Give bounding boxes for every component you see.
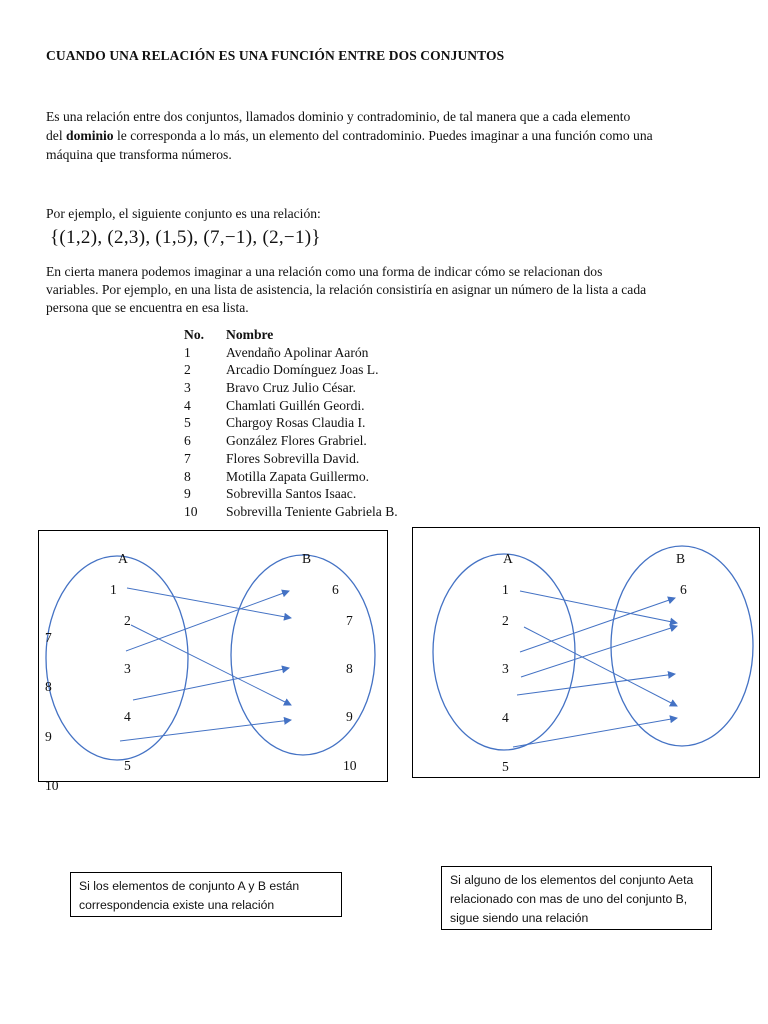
a-element: 5	[124, 758, 131, 773]
b-element: 6	[680, 582, 687, 597]
intro-paragraph	[46, 107, 736, 164]
b-element: 8	[346, 661, 353, 676]
intro-line-2-end: le corresponda a lo más, un elemento del contradominio. Puedes imaginar a una función como una	[113, 128, 653, 143]
set-a-label: A	[118, 551, 128, 566]
row-name: Chargoy Rosas Claudia I.	[226, 415, 366, 431]
row-name: Sobrevilla Santos Isaac.	[226, 486, 357, 502]
explanation-line-2: variables. Por ejemplo, en una lista de asistencia, la relación consistiría en asignar un número de la lista a cada	[46, 282, 647, 297]
row-number: 3	[184, 380, 191, 396]
row-number: 10	[184, 503, 198, 519]
explanation-paragraph	[46, 263, 736, 317]
row-number: 6	[184, 433, 191, 449]
row-name: Bravo Cruz Julio César.	[226, 380, 356, 396]
a-element: 2	[124, 613, 131, 628]
row-number: 1	[184, 344, 191, 360]
mapping-arrow	[517, 674, 675, 695]
row-name: Arcadio Domínguez Joas L.	[226, 362, 379, 378]
mapping-arrow	[120, 720, 291, 741]
mapping-arrow	[520, 598, 675, 652]
attendance-list	[184, 326, 398, 521]
mapping-arrow	[131, 625, 291, 705]
note-left-line-2: correspondencia existe una relación	[79, 898, 275, 912]
a-element: 3	[502, 661, 509, 676]
row-name: Chamlati Guillén Geordi.	[226, 397, 365, 413]
a-element: 1	[110, 582, 117, 597]
diagram-1-drawing	[39, 531, 387, 781]
note-right-line-1: Si alguno de los elementos del conjunto Aeta	[450, 873, 694, 887]
row-number: 5	[184, 415, 191, 431]
set-b-label: B	[302, 551, 312, 566]
row-number: 8	[184, 468, 191, 484]
a-element: 5	[502, 759, 509, 774]
intro-line-2-start: del	[46, 128, 67, 143]
b-element: 6	[332, 582, 339, 597]
set-a-ellipse	[46, 556, 188, 760]
row-name: Motilla Zapata Guillermo.	[226, 468, 370, 484]
stray-number: 10	[45, 778, 59, 793]
row-name: Sobrevilla Teniente Gabriela B.	[226, 503, 398, 519]
note-right	[441, 866, 712, 930]
note-right-line-2: relacionado con mas de uno del conjunto B,	[450, 892, 688, 906]
a-element: 4	[502, 710, 509, 725]
attendance-header	[184, 326, 398, 344]
note-left-line-1: Si los elementos de conjunto A y B están	[79, 879, 300, 893]
list-item	[184, 485, 398, 503]
list-item	[184, 361, 398, 379]
relation-diagram-1	[38, 530, 388, 782]
page-title: CUANDO UNA RELACIÓN ES UNA FUNCIÓN ENTRE DOS CONJUNTOS	[46, 48, 505, 63]
stray-number: 8	[45, 679, 52, 694]
b-element: 9	[346, 709, 353, 724]
mapping-arrow	[524, 627, 677, 706]
row-number: 2	[184, 362, 191, 378]
row-number: 7	[184, 450, 191, 466]
list-item	[184, 450, 398, 468]
a-element: 3	[124, 661, 131, 676]
b-element: 10	[343, 758, 357, 773]
mapping-arrow	[126, 591, 289, 651]
explanation-line-3: persona que se encuentra en esa lista.	[46, 300, 249, 315]
row-name: Flores Sobrevilla David.	[226, 450, 360, 466]
set-a-label: A	[503, 551, 513, 566]
intro-line-1: Es una relación entre dos conjuntos, llamados dominio y contradominio, de tal manera que a cada elemento	[46, 109, 631, 124]
list-item	[184, 344, 398, 362]
mapping-arrow	[521, 626, 677, 677]
list-item	[184, 468, 398, 486]
dominio-bold: dominio	[66, 128, 114, 143]
explanation-line-1: En cierta manera podemos imaginar a una relación como una forma de indicar cómo se relacionan dos	[46, 264, 603, 279]
set-b-ellipse	[611, 546, 753, 746]
stray-number: 9	[45, 729, 52, 744]
list-item	[184, 397, 398, 415]
b-element: 7	[346, 613, 353, 628]
mapping-arrow	[133, 668, 289, 700]
set-b-label: B	[676, 551, 686, 566]
mapping-arrow	[513, 718, 677, 747]
row-number: 4	[184, 397, 191, 413]
intro-line-3: máquina que transforma números.	[46, 147, 232, 162]
list-item	[184, 503, 398, 521]
relation-diagram-2	[412, 527, 760, 778]
list-item	[184, 414, 398, 432]
mapping-arrow	[520, 591, 677, 623]
stray-number: 7	[45, 630, 52, 645]
note-right-line-3: sigue siendo una relación	[450, 911, 589, 925]
note-left	[70, 872, 342, 917]
row-number: 9	[184, 486, 191, 502]
mapping-arrow	[127, 588, 291, 618]
a-element: 4	[124, 709, 131, 724]
header-no: No.	[184, 327, 205, 342]
diagram-2-drawing	[413, 528, 759, 777]
header-name: Nombre	[226, 327, 274, 342]
a-element: 2	[502, 613, 509, 628]
list-item	[184, 432, 398, 450]
row-name: Avendaño Apolinar Aarón	[226, 344, 369, 360]
row-name: González Flores Grabriel.	[226, 433, 367, 449]
a-element: 1	[502, 582, 509, 597]
relation-formula: {(1,2), (2,3), (1,5), (7,−1), (2,−1)}	[50, 227, 321, 248]
intro-line-2	[46, 126, 736, 145]
list-item	[184, 379, 398, 397]
example-text: Por ejemplo, el siguiente conjunto es una relación:	[46, 206, 321, 221]
